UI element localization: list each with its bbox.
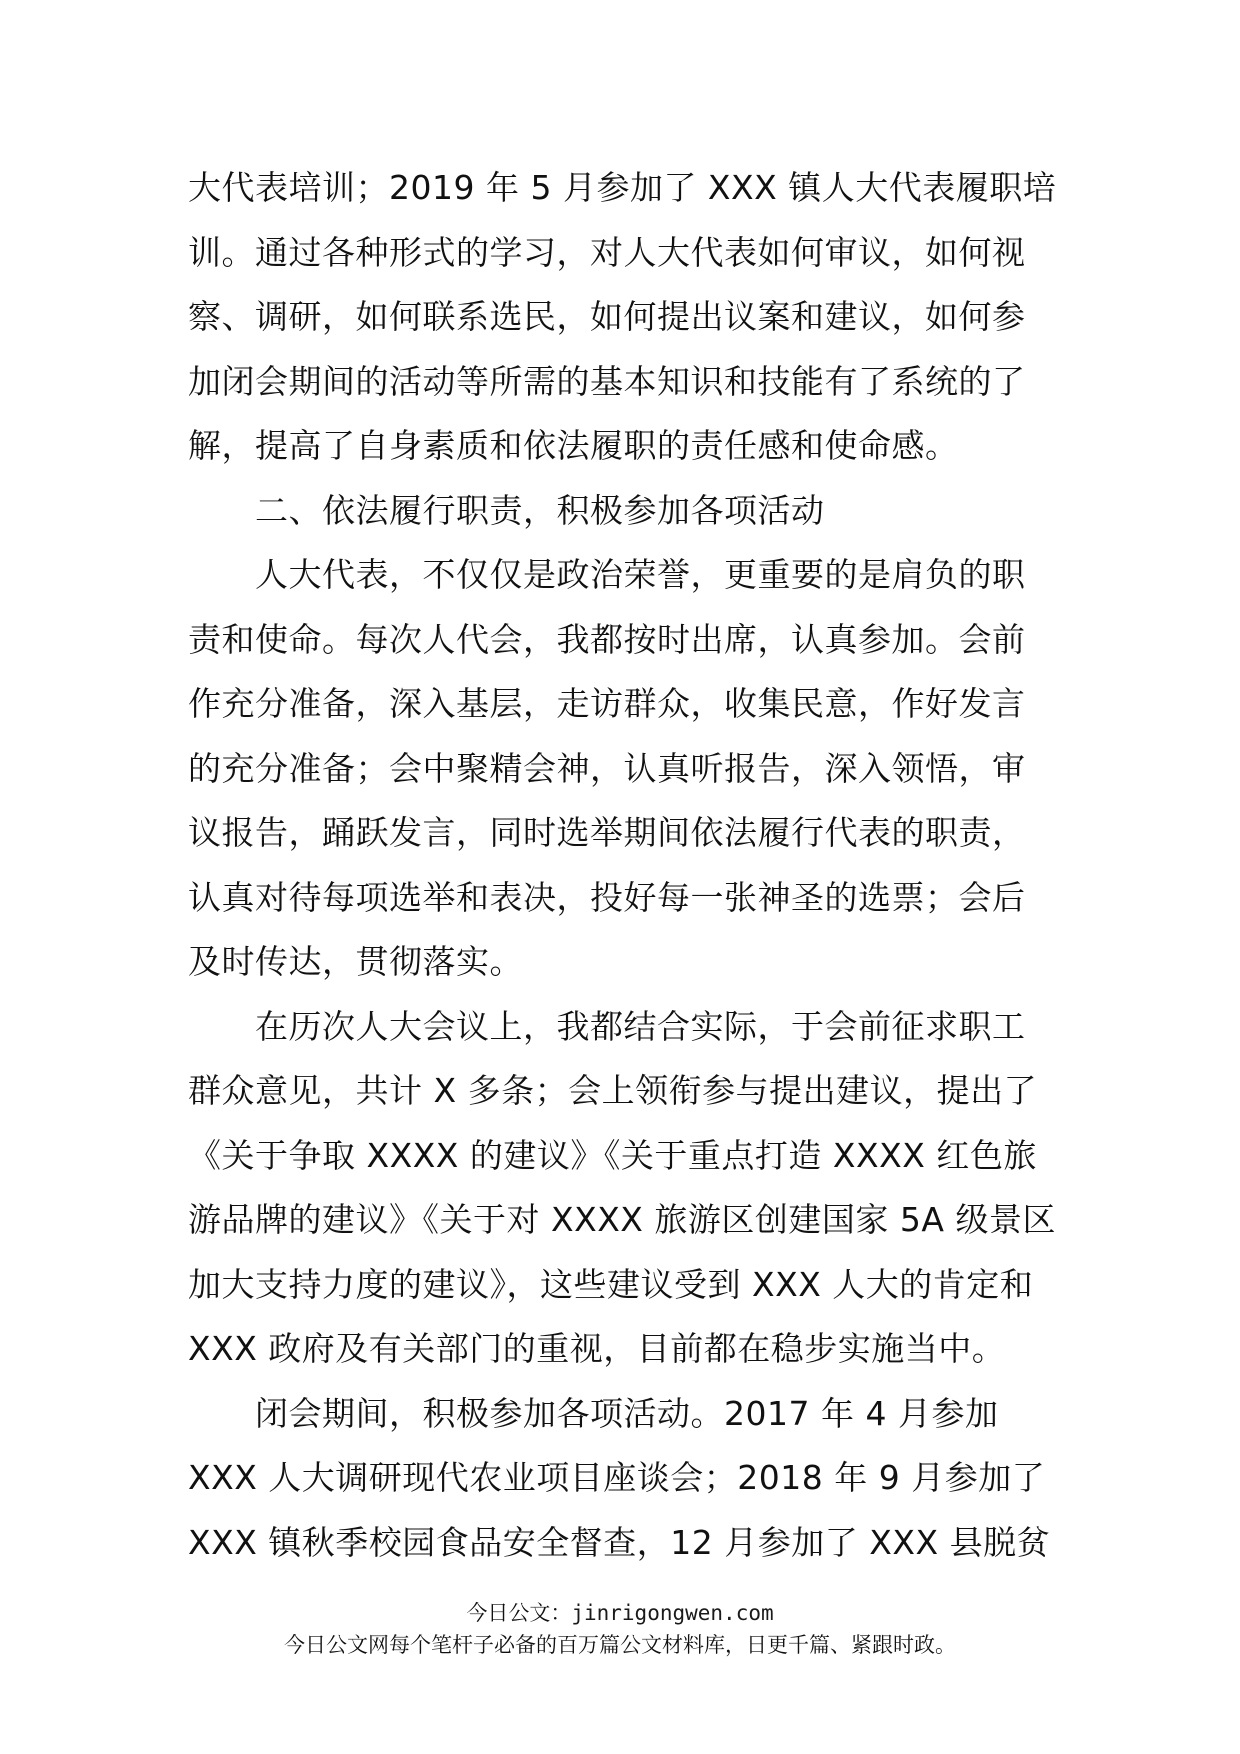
text-line: 加闭会期间的活动等所需的基本知识和技能有了系统的了	[188, 361, 1026, 401]
text-line: 及时传达，贯彻落实。	[188, 942, 523, 981]
text-line: 闭会期间，积极参加各项活动。2017 年 4 月参加	[255, 1393, 999, 1433]
section-heading: 二、依法履行职责，积极参加各项活动	[255, 490, 825, 530]
text-line: 训。通过各种形式的学习，对人大代表如何审议，如何视	[188, 232, 1026, 272]
text-line: 人大代表，不仅仅是政治荣誉，更重要的是肩负的职	[255, 555, 1026, 594]
text-line: 察、调研，如何联系选民，如何提出议案和建议，如何参	[188, 297, 1026, 336]
text-line: XXX 镇秋季校园食品安全督查，12 月参加了 XXX 县脱贫	[188, 1522, 1051, 1562]
footer-site-link[interactable]: jinrigongwen.com	[571, 1601, 774, 1625]
text-line: 作充分准备，深入基层，走访群众，收集民意，作好发言	[188, 684, 1026, 723]
text-line: 在历次人大会议上，我都结合实际，于会前征求职工	[255, 1006, 1026, 1046]
document-body	[188, 156, 1060, 1575]
text-line: 解，提高了自身素质和依法履职的责任感和使命感。	[188, 426, 959, 465]
footer-site-label: 今日公文：	[466, 1601, 572, 1625]
text-line: 的充分准备；会中聚精会神，认真听报告，深入领悟，审	[188, 748, 1026, 788]
text-line: 认真对待每项选举和表决，投好每一张神圣的选票；会后	[188, 877, 1026, 917]
text-line: 群众意见，共计 X 多条；会上领衔参与提出建议，提出了	[188, 1071, 1038, 1110]
text-line: 议报告，踊跃发言，同时选举期间依法履行代表的职责，	[188, 813, 1026, 852]
text-line: XXX 人大调研现代农业项目座谈会；2018 年 9 月参加了	[188, 1458, 1046, 1497]
footer-site-line	[0, 1598, 1240, 1628]
text-line: 责和使命。每次人代会，我都按时出席，认真参加。会前	[188, 619, 1026, 659]
text-line: 大代表培训；2019 年 5 月参加了 XXX 镇人大代表履职培	[188, 168, 1057, 207]
text-line: XXX 政府及有关部门的重视，目前都在稳步实施当中。	[188, 1329, 1006, 1368]
footer-slogan: 今日公文网每个笔杆子必备的百万篇公文材料库，日更千篇、紧跟时政。	[284, 1633, 956, 1657]
text-line: 游品牌的建议》《关于对 XXXX 旅游区创建国家 5A 级景区	[188, 1200, 1056, 1239]
text-line: 加大支持力度的建议》，这些建议受到 XXX 人大的肯定和	[188, 1264, 1034, 1304]
text-line: 《关于争取 XXXX 的建议》《关于重点打造 XXXX 红色旅	[188, 1135, 1037, 1175]
